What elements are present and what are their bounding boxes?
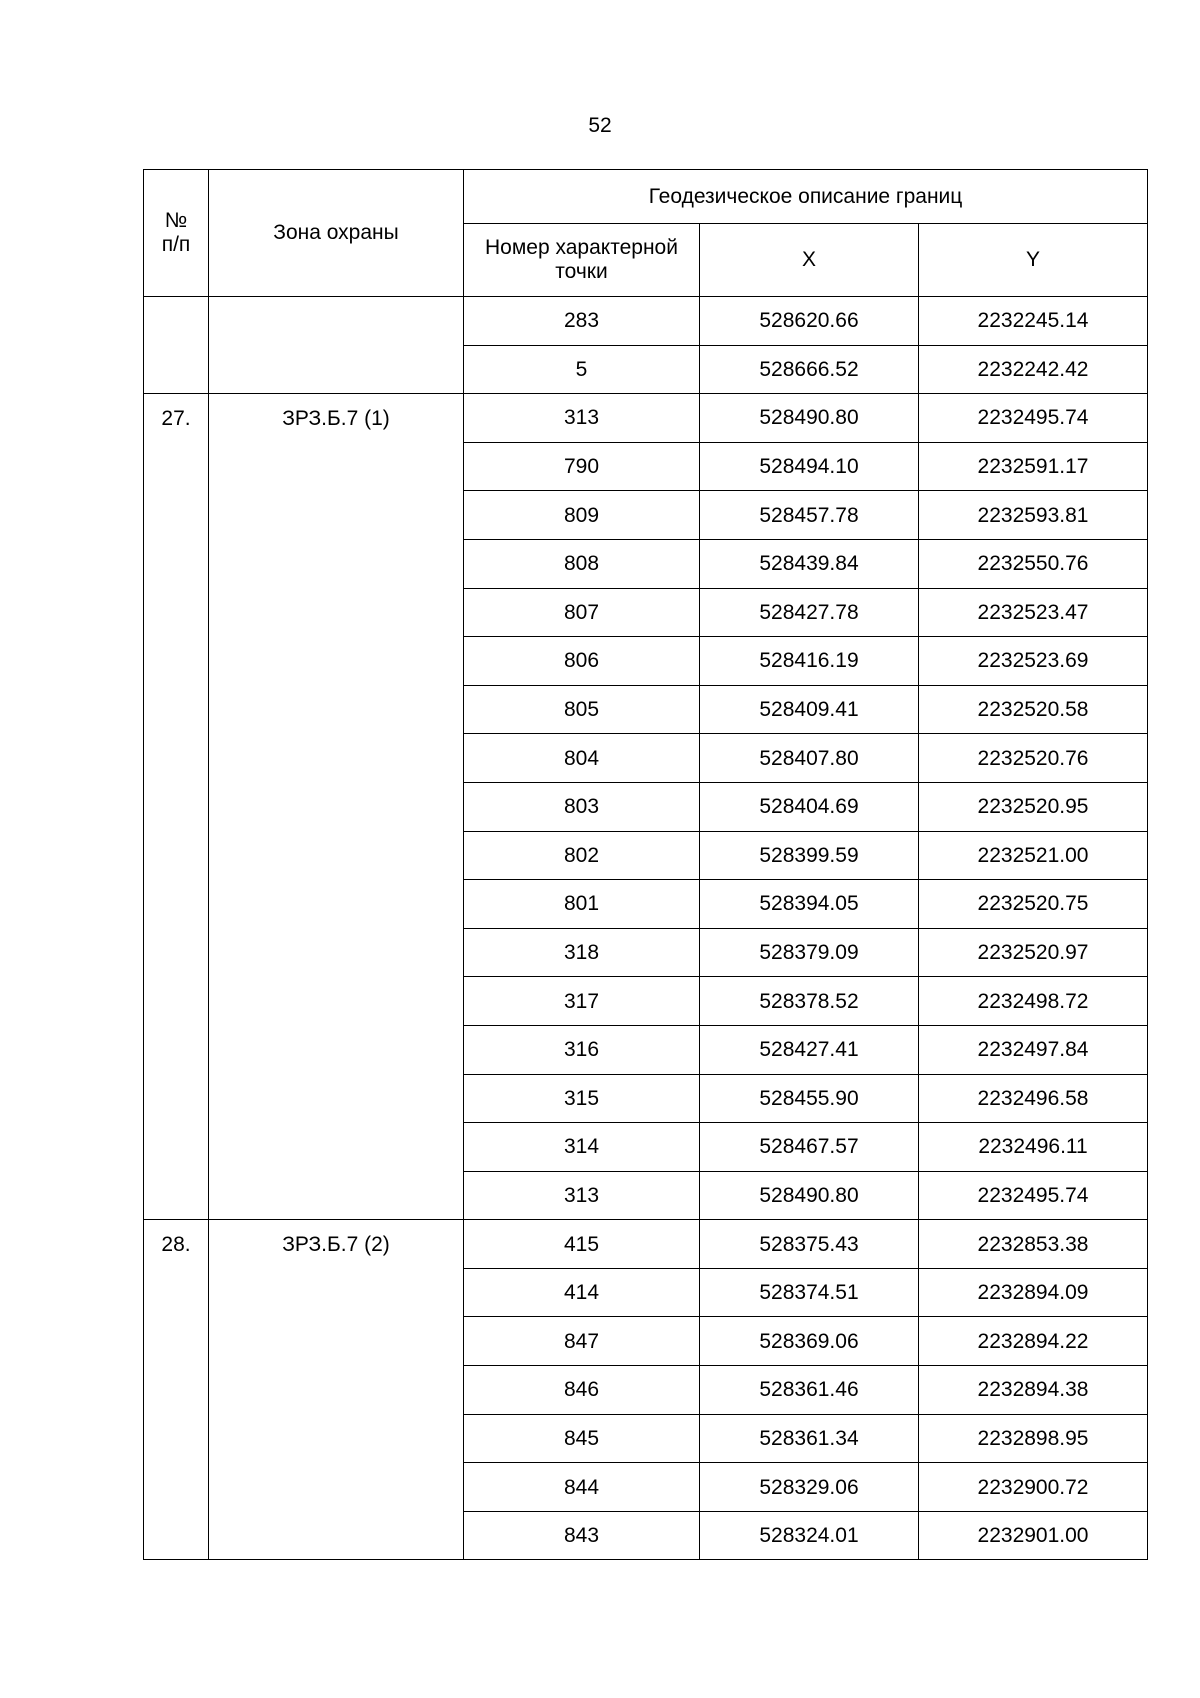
zone-cell: ЗРЗ.Б.7 (2) <box>209 1220 464 1560</box>
zone-cell: ЗРЗ.Б.7 (1) <box>209 394 464 1220</box>
y-coordinate-cell: 2232498.72 <box>919 977 1148 1026</box>
table-header <box>144 170 1148 297</box>
y-coordinate-cell: 2232520.76 <box>919 734 1148 783</box>
point-number-cell: 5 <box>464 345 700 394</box>
point-number-cell: 847 <box>464 1317 700 1366</box>
table-body <box>144 297 1148 1560</box>
point-number-cell: 314 <box>464 1123 700 1172</box>
y-coordinate-cell: 2232593.81 <box>919 491 1148 540</box>
table-row <box>144 1220 1148 1269</box>
point-number-cell: 805 <box>464 685 700 734</box>
x-coordinate-cell: 528409.41 <box>700 685 919 734</box>
x-coordinate-cell: 528427.41 <box>700 1025 919 1074</box>
y-coordinate-cell: 2232523.47 <box>919 588 1148 637</box>
x-coordinate-cell: 528490.80 <box>700 394 919 443</box>
point-number-cell: 790 <box>464 442 700 491</box>
point-number-cell: 313 <box>464 1171 700 1220</box>
point-number-cell: 845 <box>464 1414 700 1463</box>
y-coordinate-cell: 2232520.58 <box>919 685 1148 734</box>
x-coordinate-cell: 528379.09 <box>700 928 919 977</box>
x-coordinate-cell: 528457.78 <box>700 491 919 540</box>
y-coordinate-cell: 2232497.84 <box>919 1025 1148 1074</box>
point-number-cell: 313 <box>464 394 700 443</box>
y-coordinate-cell: 2232900.72 <box>919 1463 1148 1512</box>
point-number-cell: 804 <box>464 734 700 783</box>
y-coordinate-cell: 2232898.95 <box>919 1414 1148 1463</box>
header-y-label: Y <box>1026 248 1041 271</box>
y-coordinate-cell: 2232496.58 <box>919 1074 1148 1123</box>
table-row <box>144 297 1148 346</box>
point-number-cell: 808 <box>464 539 700 588</box>
x-coordinate-cell: 528329.06 <box>700 1463 919 1512</box>
y-coordinate-cell: 2232520.75 <box>919 880 1148 929</box>
point-number-cell: 803 <box>464 782 700 831</box>
x-coordinate-cell: 528369.06 <box>700 1317 919 1366</box>
x-coordinate-cell: 528394.05 <box>700 880 919 929</box>
y-coordinate-cell: 2232242.42 <box>919 345 1148 394</box>
point-number-cell: 315 <box>464 1074 700 1123</box>
x-coordinate-cell: 528427.78 <box>700 588 919 637</box>
x-coordinate-cell: 528666.52 <box>700 345 919 394</box>
header-zone-label: Зона охраны <box>273 221 399 244</box>
row-number-cell <box>144 297 209 394</box>
x-coordinate-cell: 528361.34 <box>700 1414 919 1463</box>
y-coordinate-cell: 2232853.38 <box>919 1220 1148 1269</box>
x-coordinate-cell: 528494.10 <box>700 442 919 491</box>
row-number-cell: 27. <box>144 394 209 1220</box>
point-number-cell: 802 <box>464 831 700 880</box>
point-number-cell: 414 <box>464 1268 700 1317</box>
geodetic-table <box>143 169 1148 1560</box>
header-num-label: № п/п <box>161 208 191 256</box>
x-coordinate-cell: 528407.80 <box>700 734 919 783</box>
y-coordinate-cell: 2232521.00 <box>919 831 1148 880</box>
x-coordinate-cell: 528490.80 <box>700 1171 919 1220</box>
y-coordinate-cell: 2232894.09 <box>919 1268 1148 1317</box>
y-coordinate-cell: 2232901.00 <box>919 1511 1148 1560</box>
point-number-cell: 846 <box>464 1366 700 1415</box>
y-coordinate-cell: 2232496.11 <box>919 1123 1148 1172</box>
header-geo <box>464 170 1148 224</box>
header-y <box>919 224 1148 297</box>
x-coordinate-cell: 528455.90 <box>700 1074 919 1123</box>
header-x-label: X <box>801 248 816 271</box>
y-coordinate-cell: 2232245.14 <box>919 297 1148 346</box>
header-point <box>464 224 700 297</box>
x-coordinate-cell: 528378.52 <box>700 977 919 1026</box>
table-row <box>144 394 1148 443</box>
point-number-cell: 317 <box>464 977 700 1026</box>
y-coordinate-cell: 2232591.17 <box>919 442 1148 491</box>
point-number-cell: 844 <box>464 1463 700 1512</box>
point-number-cell: 316 <box>464 1025 700 1074</box>
point-number-cell: 807 <box>464 588 700 637</box>
y-coordinate-cell: 2232495.74 <box>919 394 1148 443</box>
header-point-label: Номер характерной точки <box>485 235 678 283</box>
y-coordinate-cell: 2232894.38 <box>919 1366 1148 1415</box>
point-number-cell: 318 <box>464 928 700 977</box>
y-coordinate-cell: 2232520.95 <box>919 782 1148 831</box>
header-num <box>144 170 209 297</box>
header-x <box>700 224 919 297</box>
header-zone <box>209 170 464 297</box>
x-coordinate-cell: 528375.43 <box>700 1220 919 1269</box>
page-number: 52 <box>588 114 612 137</box>
y-coordinate-cell: 2232550.76 <box>919 539 1148 588</box>
point-number-cell: 801 <box>464 880 700 929</box>
x-coordinate-cell: 528620.66 <box>700 297 919 346</box>
x-coordinate-cell: 528399.59 <box>700 831 919 880</box>
y-coordinate-cell: 2232894.22 <box>919 1317 1148 1366</box>
x-coordinate-cell: 528416.19 <box>700 637 919 686</box>
point-number-cell: 415 <box>464 1220 700 1269</box>
x-coordinate-cell: 528439.84 <box>700 539 919 588</box>
point-number-cell: 809 <box>464 491 700 540</box>
y-coordinate-cell: 2232495.74 <box>919 1171 1148 1220</box>
point-number-cell: 843 <box>464 1511 700 1560</box>
x-coordinate-cell: 528404.69 <box>700 782 919 831</box>
row-number-cell: 28. <box>144 1220 209 1560</box>
header-geo-label: Геодезическое описание границ <box>648 184 963 208</box>
x-coordinate-cell: 528324.01 <box>700 1511 919 1560</box>
y-coordinate-cell: 2232523.69 <box>919 637 1148 686</box>
x-coordinate-cell: 528361.46 <box>700 1366 919 1415</box>
x-coordinate-cell: 528374.51 <box>700 1268 919 1317</box>
zone-cell <box>209 297 464 394</box>
point-number-cell: 283 <box>464 297 700 346</box>
x-coordinate-cell: 528467.57 <box>700 1123 919 1172</box>
point-number-cell: 806 <box>464 637 700 686</box>
y-coordinate-cell: 2232520.97 <box>919 928 1148 977</box>
